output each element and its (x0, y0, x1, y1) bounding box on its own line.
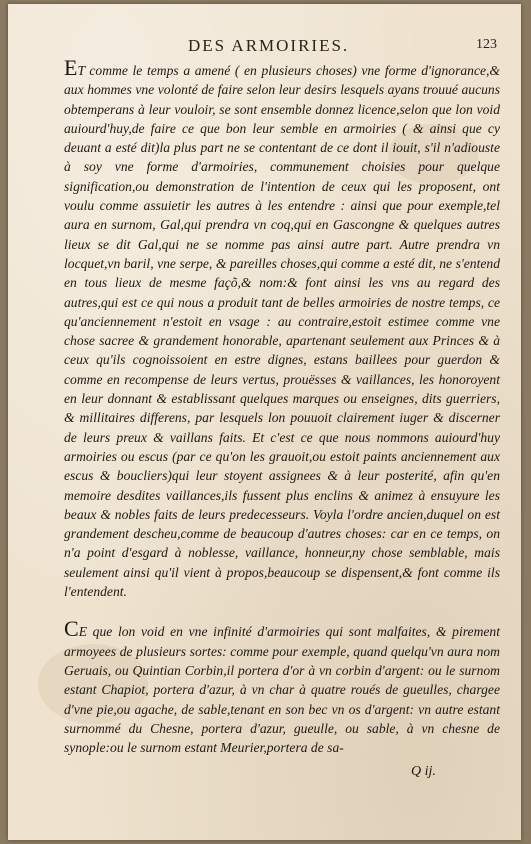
signature-mark: Q ij. (411, 764, 436, 779)
drop-cap: C (64, 616, 79, 642)
paragraph (64, 55, 500, 601)
paragraph-text: T comme le temps a amené ( en plusieurs choses) vne forme d'ignorance,& aux hommes vne volonté de faire selon leur desirs lesquels ayans trouué aucuns obtemperans à leur vouloir, se sont ensemble donnez licence,selon que lon void auiourd'huy,de faire ce que bon leur semble en armoiries ( & ainsi que cy deuant a esté dit)la plus part ne se contentant de ce dont il iouit, s'il n'adiouste à soy vne forme d'armoiries, communement choisies pour quelque signification,ou demonstration de l'intention de ceux qui les proposent, ont voulu comme assuietir les autres à les entendre : ainsi que pour exemple,tel aura en surnom, Gal,qui prendra vn coq,qui en Gascongne & quelques autres lieux se dit Gal,qui ne se nomme pas ainsi autre part. Autre prendra vn locquet,vn baril, vne serpe, & pareilles choses,qui comme a esté dit, ne s'entend en tous lieux de mesme façõ,& nom:& font ainsi les vns au regard des autres,qui est ce qui nous a produit tant de belles armoiries de nostre temps, ce qu'anciennement n'estoit en vsage : au contraire,estoit estimee comme vne chose sacree & grandement honorable, apartenant seulement aux Princes & à ceux qu'ils cognoissoient en estre dignes, estans baillees pour guerdon & comme en recompense de leurs vertus, prouësses & vaillances, les honoroyent en leur donnant & establissant quelques marques ou enseignes, dits guerriers, & millitaires differens, par lesquels lon pouuoit clairement iuger & discerner de leurs preux & vaillans faits. Et c'est ce que nous nommons auiourd'huy armoiries ou escus (par ce qu'on les grauoit,ou estoit paints anciennement aux escus & boucliers)qui leur stoyent assignees & à leur posterité, afin qu'en memoire desdites vaillances,ils fussent plus enclins & animez à ensuyure les beaux & nobles faits de leurs predecesseurs. Voyla l'ordre ancien,duquel on est grandement descheu,comme de beaucoup d'autres choses: car en ce temps, on n'a point d'esgard à noblesse, vaillance, honneur,ny chose semblable, mais seulement ainsi qu'il vient à propos,beaucoup se dispensent,& font comme ils l'entendent. (64, 63, 500, 600)
page-number: 123 (476, 37, 497, 52)
running-head: DES ARMOIRIES. (188, 36, 350, 55)
text-body (64, 55, 500, 757)
book-page (8, 4, 521, 840)
drop-cap: E (64, 55, 78, 80)
paragraph-text: E que lon void en vne infinité d'armoiries qui sont malfaites, & pirement armoyees de plusieurs sortes: comme pour exemple, quand quelqu'vn aura nom Geruais, ou Quintian Corbin,il portera d'or à vn corbin d'argent: ou le surnom estant Chapiot, portera d'azur, à vn char à quatre roués de gueulles, chargee d'vne pie,ou agache, de sable,tenant en son bec vn os d'argent: vn autre estant surnommé du Chesne, portera d'azur, gueulle, ou sable, à vn chesne de synople:ou le surnom estant Meurier,portera de sa- (64, 624, 500, 756)
paragraph (64, 616, 500, 757)
page-header (8, 36, 521, 58)
